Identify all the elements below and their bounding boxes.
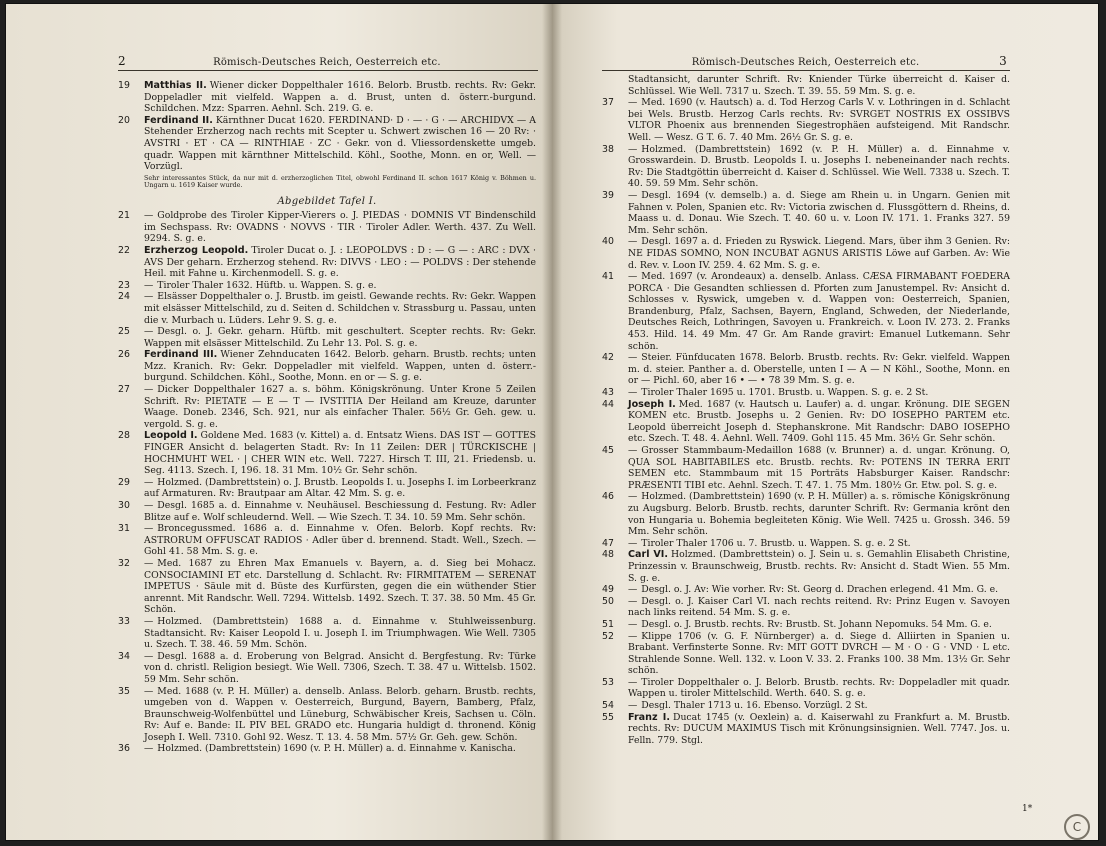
catalog-entry (602, 677, 1010, 700)
entry-body (628, 491, 1010, 537)
entry-number: 55 (602, 711, 614, 723)
entry-body (628, 352, 1010, 387)
entry-body (144, 686, 536, 744)
catalog-entry (118, 245, 536, 280)
book-gutter (542, 4, 562, 840)
left-column (118, 80, 536, 755)
catalog-entry (602, 144, 1010, 190)
entry-number: 26 (118, 349, 130, 361)
left-page-number: 2 (118, 54, 126, 68)
right-header-rule (602, 70, 1010, 71)
entry-number: 48 (602, 549, 614, 561)
entry-body (628, 712, 1010, 747)
entry-description: Ducat 1745 (v. Oexlein) a. d. Kaiserwahl zu Frankfurt a. M. Brustb. rechts. Rv: DUCUM MAXIMUS Tisch mit Krönungsinsignien. Well. 7747. Jos. u. Felln. 779. Stgl. (628, 711, 1010, 746)
entry-body (628, 619, 1010, 631)
entry-number: 45 (602, 445, 614, 456)
entry-body (628, 700, 1010, 712)
entry-description: Holzmed. (Dambrettstein) o. J. Brustb. Leopolds I. u. Josephs I. im Lorbeerkranz auf Armaturen. Rv: Brautpaar am Altar. 42 Mm. S. g. e. (144, 476, 536, 500)
entry-number: 41 (602, 271, 614, 283)
entry-number: 36 (118, 743, 130, 755)
entry-body (144, 558, 536, 616)
entry-number: 25 (118, 326, 130, 338)
catalog-entry (602, 712, 1010, 747)
entry-description: Desgl. 1697 a. d. Frieden zu Ryswick. Liegend. Mars, über ihm 3 Genien. Rv: NE FIDAS SOMNO, NON INCUBAT AGNUS ARISTIS Löwe auf Garben. Av: Wie d. Rev. v. Loon IV. 259. 4. 62 Mm. S. g. e. (628, 236, 1010, 271)
entry-description: Broncegussmed. 1686 a. d. Einnahme v. Ofen. Belorb. Kopf rechts. Rv: ASTRORUM OFFUSCAT RADIOS · Adler über d. brennend. Stadt. Well., Szech. — Gohl 41. 58 Mm. S. g. e. (144, 523, 536, 558)
ditto-dash: — (628, 584, 638, 596)
catalog-entry (602, 445, 1010, 491)
catalog-entry (602, 538, 1010, 550)
ruler-name: Franz I. (628, 711, 670, 723)
catalog-entry (118, 384, 536, 430)
entry-body (144, 280, 536, 292)
catalog-entry (602, 399, 1010, 445)
entry-number: 46 (602, 491, 614, 503)
entry-number: 54 (602, 700, 614, 712)
entry-body (144, 384, 536, 430)
catalog-entry (602, 584, 1010, 596)
entry-body (628, 538, 1010, 550)
entry-body (628, 271, 1010, 352)
entry-description: Holzmed. (Dambrettstein) 1690 (v. P. H. Müller) a. d. Einnahme v. Kanischa. (157, 743, 516, 755)
entry-number: 50 (602, 595, 614, 607)
catalog-entry (602, 236, 1010, 271)
catalog-entry (118, 349, 536, 384)
ditto-dash: — (628, 189, 638, 201)
catalog-entry (118, 280, 536, 292)
footnote: Sehr interessantes Stück, da nur mit d. erzherzoglichen Titel, obwohl Ferdinand II. schon 1617 König v. Böhmen u. Ungarn u. 1619 Kaiser wurde. (144, 173, 536, 190)
entry-body (144, 115, 536, 173)
entry-number: 52 (602, 630, 614, 642)
entry-description: Desgl. 1694 (v. demselb.) a. d. Siege am Rhein u. in Ungarn. Genien mit Fahnen v. Polen, Spanien etc. Rv: Victoria zwischen d. Flussgöttern d. Rheins, d. Maass u. d. Donau. Wie Szech. T. 40. 60 u. v. Loon IV. 171. 1. Franks 327. 59 Mm. Sehr schön. (628, 189, 1010, 236)
ditto-dash: — (144, 650, 154, 662)
ditto-dash: — (628, 700, 638, 712)
entry-description: Med. 1697 (v. Arondeaux) a. denselb. Anlass. CÆSA FIRMABANT FOEDERA PORCA · Die Gesandten schliessen d. Pforten zum Janustempel. Rv: Ansicht d. Schlosses v. Ryswick, umgeben v. d. Wappen von: Oesterreich, Spanien, Brandenburg, Pfalz, Sachsen, Bayern, England, Schweden, der Niederlande, Deutsches Reich, Lothringen, Savoyen u. Frankreich. v. Loon IV. 273. 2. Franks 453. Hild. 14. 49 Mm. 47 Gr. Am Rande gravirt: Emanuel Lutkemann. Sehr schön. (628, 271, 1010, 352)
catalog-entry (118, 80, 536, 115)
catalog-entry (118, 686, 536, 744)
ditto-dash: — (628, 676, 638, 688)
entry-body (144, 245, 536, 280)
entry-number: 27 (118, 384, 130, 396)
catalog-entry (602, 491, 1010, 537)
entry-description: Tiroler Ducat o. J. : LEOPOLDVS : D : — G — : ARC : DVX · AVS Der geharn. Erzherzog stehend. Rv: DIVVS · LEO : — POLDVS : Der stehende Heil. mit Fahne u. Kirchenmodell. S. g. e. (144, 244, 536, 280)
right-running-title: Römisch-Deutsches Reich, Oesterreich etc. (691, 57, 920, 68)
entry-number: 34 (118, 650, 130, 662)
entry-body (628, 144, 1010, 190)
entry-body (144, 743, 536, 755)
ditto-dash: — (628, 618, 638, 630)
ditto-dash: — (628, 143, 638, 155)
entry-body (144, 430, 536, 476)
ditto-dash: — (144, 384, 154, 396)
catalog-entry (602, 387, 1010, 399)
ditto-dash: — (628, 352, 638, 364)
entry-description: Med. 1687 zu Ehren Max Emanuels v. Bayern, a. d. Sieg bei Mohacz. CONSOCIAMINI ET etc. Darstellung d. Schlacht. Rv: FIRMITATEM — SERENAT IMPETUS · Säule mit d. Büste des Kurfürsten, gegen die ein wüthender Stier anrennt. Mit Randschr. Well. 7294. Wittelsb. 1492. Szech. T. 37. 38. 50 Mm. 45 Gr. Schön. (144, 557, 536, 616)
entry-description: Holzmed. (Dambrettstein) 1690 (v. P. H. Müller) a. s. römische Königskrönung zu Augsburg. Belorb. Brustb. rechts, darunter Schrift. Rv: Germania krönt den von Hungaria u. Bohemia begleiteten König. Wie Well. 7425 u. Grossh. 346. 59 Mm. Sehr schön. (628, 491, 1010, 538)
right-running-head (602, 54, 1007, 68)
ditto-dash: — (144, 743, 154, 755)
left-running-head (118, 54, 538, 68)
entry-description: Klippe 1706 (v. G. F. Nürnberger) a. d. Siege d. Alliirten in Spanien u. Brabant. Verfinsterte Sonne. Rv: MIT GOTT DVRCH — M · O · G · VND · L etc. Strahlende Sonne. Well. 132. v. Loon V. 33. 2. Franks 100. 38 Mm. 13½ Gr. Sehr schön. (628, 630, 1010, 677)
entry-body (144, 616, 536, 651)
entry-number: 20 (118, 114, 130, 126)
catalog-entry (602, 352, 1010, 387)
entry-description: Kärnthner Ducat 1620. FERDINAND· D · — · G · — ARCHIDVX — A Stehender Erzherzog nach rechts mit Scepter u. Schwert zwischen 16 — 20 Rv: · AVSTRI · ET · CA — RINTHIAE · ZC · Gekr. von d. Vliessordenskette umgeb. quadr. Wappen mit kärnthner Mittelschild. Köhl., Soothe, Monn. en or, Well. — Vorzügl. (144, 114, 536, 173)
ditto-dash: — (628, 630, 638, 642)
signature-mark: 1* (1022, 804, 1033, 814)
entry-body (628, 549, 1010, 584)
corner-stamp: C (1064, 814, 1090, 840)
catalog-entry (602, 549, 1010, 584)
entry-description: Med. 1688 (v. P. H. Müller) a. denselb. Anlass. Belorb. geharn. Brustb. rechts, umgeben von d. Wappen v. Oesterreich, Burgund, Bayern, Bamberg, Pfalz, Braunschweig-Wolfenbüttel und Lüneburg, Schwäbischer Kreis, Sachsen u. Cöln. Rv: Auf e. Bande: IL PIV BEL GRADO etc. Hungaria huldigt d. thronend. König Joseph I. Well. 7310. Gohl 92. Wesz. T. 13. 4. 58 Mm. 57½ Gr. Geh. gew. Schön. (144, 685, 536, 743)
entry-description: Holzmed. (Dambrettstein) 1688 a. d. Einnahme v. Stuhlweissenburg. Stadtansicht. Rv: Kaiser Leopold I. u. Joseph I. im Triumphwagen. Wie Well. 7305 u. Szech. T. 38. 46. 59 Mm. Schön. (144, 615, 536, 651)
entry-description: Holzmed. (Dambrettstein) 1692 (v. P. H. Müller) a. d. Einnahme v. Grosswardein. D. Brustb. Leopolds I. u. Josephs I. nebeneinander nach rechts. Rv: Die Stadtgöttin überreicht d. Kaiser d. Schlüssel. Wie Well. 7338 u. Szech. T. 40. 59. 59 Mm. Sehr schön. (628, 143, 1010, 190)
entry-number: 24 (118, 291, 130, 303)
entry-description: Goldene Med. 1683 (v. Kittel) a. d. Entsatz Wiens. DAS IST — GOTTES FINGER Ansicht d. belagerten Stadt. Rv: In 11 Zeilen: DER | TÜRCKISCHE | HOCHMUHT WEL · | CHER WIN etc. Well. 7227. Hirsch T. III, 21. Friedensb. u. Seg. 4113. Szech. I, 196. 18. 31 Mm. 10½ Gr. Sehr schön. (144, 430, 536, 477)
entry-number: 28 (118, 430, 130, 442)
entry-number: 42 (602, 352, 614, 364)
ditto-dash: — (144, 557, 154, 569)
plate-reference: Abgebildet Tafel I. (277, 195, 377, 207)
ditto-dash: — (628, 236, 638, 248)
entry-description: Tiroler Thaler 1706 u. 7. Brustb. u. Wappen. S. g. e. 2 St. (641, 537, 911, 549)
ruler-name: Ferdinand III. (144, 349, 218, 361)
ruler-name: Matthias II. (144, 80, 207, 91)
left-running-title: Römisch-Deutsches Reich, Oesterreich etc. (213, 57, 441, 68)
catalog-entry (118, 651, 536, 686)
ditto-dash: — (628, 387, 638, 399)
catalog-entry (118, 115, 536, 173)
right-column (602, 74, 1010, 746)
entry-number: 29 (118, 476, 130, 488)
entry-description: Steier. Fünfducaten 1678. Belorb. Brustb. rechts. Rv: Gekr. vielfeld. Wappen m. d. steier. Panther a. d. Oberstelle, unten I — A — N Köhl., Soothe, Monn. en or — Pichl. 60, aber 16 • — • 78 39 Mm. S. g. e. (628, 352, 1010, 387)
entry-description: Desgl. Thaler 1713 u. 16. Ebenso. Vorzügl. 2 St. (641, 700, 868, 712)
entry-number: 22 (118, 244, 130, 256)
entry-body (144, 651, 536, 686)
ditto-dash: — (628, 491, 638, 503)
entry-number: 49 (602, 584, 614, 596)
ditto-dash: — (628, 97, 638, 109)
entry-body (628, 190, 1010, 236)
left-header-rule (118, 70, 538, 71)
entry-body (144, 349, 536, 384)
entry-number: 30 (118, 500, 130, 511)
catalog-entry (118, 291, 536, 326)
catalog-entry (118, 477, 536, 500)
entry-description: Dicker Doppelthaler 1627 a. s. böhm. Königskrönung. Unter Krone 5 Zeilen Schrift. Rv: PIETATE — E — T — IVSTITIA Der Heiland am Kreuze, darunter Waage. Doneb. 2346, Sch. 921, nur als einfacher Thaler. 56½ Gr. Geh. gew. u. vergold. S. g. e. (144, 384, 536, 430)
ditto-dash: — (144, 685, 154, 697)
catalog-entry (118, 558, 536, 616)
ruler-name: Ferdinand II. (144, 114, 213, 126)
catalog-entry (602, 700, 1010, 712)
ditto-dash: — (144, 326, 154, 338)
ditto-dash: — (144, 500, 154, 511)
entry-body (144, 291, 536, 326)
entry-description: Desgl. o. J. Brustb. rechts. Rv: Brustb. St. Johann Nepomuks. 54 Mm. G. e. (641, 618, 992, 630)
entry-body (144, 210, 536, 245)
ditto-dash: — (628, 537, 638, 549)
catalog-entry (118, 500, 536, 523)
entry-number: 19 (118, 80, 130, 91)
entry-number: 33 (118, 615, 130, 627)
entry-body (628, 387, 1010, 399)
entry-number: 32 (118, 557, 130, 569)
entry-number: 47 (602, 537, 614, 549)
entry-body (144, 326, 536, 349)
catalog-entry (602, 596, 1010, 619)
entry-body (628, 596, 1010, 619)
entry-body (628, 584, 1010, 596)
entry-number: 43 (602, 387, 614, 399)
entry-body (628, 677, 1010, 700)
right-page-number: 3 (999, 54, 1007, 68)
ditto-dash: — (144, 291, 154, 303)
ditto-dash: — (144, 523, 154, 535)
entry-body (628, 399, 1010, 445)
ruler-name: Carl VI. (628, 549, 669, 561)
ruler-name: Joseph I. (628, 398, 676, 410)
entry-description: Desgl. o. J. Kaiser Carl VI. nach rechts reitend. Rv: Prinz Eugen v. Savoyen nach links reitend. 54 Mm. S. g. e. (628, 595, 1010, 619)
ditto-dash: — (144, 210, 154, 222)
entry-description: Wiener dicker Doppelthaler 1616. Belorb. Brustb. rechts. Rv: Gekr. Doppeladler mit vielfeld. Wappen a. d. Brust, unten d. österr.-burgund. Schildchen. Mzz: Sparren. Aehnl. Sch. 219. G. e. (144, 80, 536, 115)
entry-description: Goldprobe des Tiroler Kipper-Vierers o. J. PIEDAS · DOMNIS VT Bindenschild im Sechspass. Rv: OVADNS · NOVVS · TIR · Tiroler Adler. Werth. 437. Zu Well. 9294. S. g. e. (144, 210, 536, 245)
entry-number: 38 (602, 143, 614, 155)
entry-description: Tiroler Doppelthaler o. J. Belorb. Brustb. rechts. Rv: Doppeladler mit quadr. Wappen u. tiroler Mittelschild. Werth. 640. S. g. e. (628, 676, 1010, 700)
entry-number: 39 (602, 189, 614, 201)
catalog-entry (118, 523, 536, 558)
catalog-entry (602, 619, 1010, 631)
entry-number: 21 (118, 210, 130, 222)
catalog-entry (118, 616, 536, 651)
entry-body (144, 80, 536, 115)
entry-number: 53 (602, 676, 614, 688)
ruler-name: Erzherzog Leopold. (144, 244, 249, 256)
catalog-entry (602, 271, 1010, 352)
entry-description: Tiroler Thaler 1632. Hüftb. u. Wappen. S. g. e. (157, 279, 377, 291)
entry-number: 40 (602, 236, 614, 248)
entry-number: 31 (118, 523, 130, 535)
entry-description: Grosser Stammbaum-Medaillon 1688 (v. Brunner) a. d. ungar. Krönung. O, QUA SOL HABITABILES etc. Brustb. rechts. Rv: POTENS IN TERRA ERIT SEMEN etc. Stammbaum mit 15 Porträts Habsburger Kaiser. Randschr: PRÆSENTI TIBI etc. Aehnl. Szech. T. 47. 1. 75 Mm. 180½ Gr. Etw. pol. S. g. e. (628, 445, 1010, 491)
entry-description: Desgl. 1685 a. d. Einnahme v. Neuhäusel. Beschiessung d. Festung. Rv: Adler Blitze auf e. Wolf schleudernd. Well. — Wie Szech. T. 34. 10. 59 Mm. Sehr schön. (144, 500, 536, 523)
entry-description: Med. 1687 (v. Hautsch u. Laufer) a. d. ungar. Krönung. DIE SEGEN KOMEN etc. Brustb. Josephs u. 2 Genien. Rv: DO IOSEPHO PARTEM etc. Leopold überreicht Joseph d. Stephanskrone. Mit Randschr: DABO IOSEPHO etc. Szech. T. 48. 4. Aehnl. Well. 7409. Gohl 115. 45 Mm. 36½ Gr. Sehr schön. (628, 398, 1010, 445)
entry-description: Desgl. 1688 a. d. Eroberung von Belgrad. Ansicht d. Bergfestung. Rv: Türke von d. christl. Religion besiegt. Wie Well. 7306, Szech. T. 38. 47 u. Wittelsb. 1502. 59 Mm. Sehr schön. (144, 650, 536, 685)
entry-body (628, 236, 1010, 271)
catalog-entry (118, 430, 536, 476)
ditto-dash: — (628, 445, 638, 456)
ruler-name: Leopold I. (144, 430, 198, 442)
entry-number: 44 (602, 398, 614, 410)
entry-number: 37 (602, 97, 614, 109)
entry-number: 51 (602, 618, 614, 630)
entry-body (628, 97, 1010, 143)
catalog-entry (118, 210, 536, 245)
ditto-dash: — (144, 476, 154, 488)
entry-description: Holzmed. (Dambrettstein) o. J. Sein u. s. Gemahlin Elisabeth Christine, Prinzessin v. Braunschweig, Brustb. rechts. Rv: Ansicht d. Stadt Wien. 55 Mm. S. g. e. (628, 549, 1011, 584)
ditto-dash: — (144, 615, 154, 627)
catalog-entry (118, 743, 536, 755)
left-page (6, 4, 552, 840)
ditto-dash: — (628, 595, 638, 607)
entry-body (144, 477, 536, 500)
catalog-entry (602, 190, 1010, 236)
entry-description: Desgl. o. J. Av: Wie vorher. Rv: St. Georg d. Drachen erlegend. 41 Mm. G. e. (641, 584, 999, 596)
entry-number: 35 (118, 685, 130, 697)
catalog-entry (118, 326, 536, 349)
continuation-text: Stadtansicht, darunter Schrift. Rv: Kniender Türke überreicht d. Kaiser d. Schlüssel. Wie Well. 7317 u. Szech. T. 39. 55. 59 Mm. S. g. e. (628, 74, 1010, 97)
entry-description: Med. 1690 (v. Hautsch) a. d. Tod Herzog Carls V. v. Lothringen in d. Schlacht bei Wels. Brustb. Herzog Carls rechts. Rv: SVRGET NOSTRIS EX OSSIBVS VLTOR Phoenix aus brennenden Siegestrophäen aufsteigend. Mit Randschr. Well. — Wesz. G T. 6. 7. 40 Mm. 26½ Gr. S. g. e. (628, 97, 1010, 143)
ditto-dash: — (628, 271, 638, 283)
catalog-entry (602, 631, 1010, 677)
entry-number: 23 (118, 279, 130, 291)
entry-description: Elsässer Doppelthaler o. J. Brustb. im geistl. Gewande rechts. Rv: Gekr. Wappen mit elsässer Mittelschild, zu d. Seiten d. Schildchen v. Strassburg u. Passau, unten die v. Murbach u. Lüders. Lehr 9. S. g. e. (144, 291, 536, 326)
catalog-entry (602, 97, 1010, 143)
entry-description: Tiroler Thaler 1695 u. 1701. Brustb. u. Wappen. S. g. e. 2 St. (641, 387, 929, 399)
right-page (552, 4, 1098, 840)
entry-body (628, 631, 1010, 677)
entry-description: Desgl. o. J. Gekr. geharn. Hüftb. mit geschultert. Scepter rechts. Rv: Gekr. Wappen mit elsässer Mittelschild. Zu Lehr 13. Pol. S. g. e. (144, 326, 536, 349)
entry-body (144, 500, 536, 523)
entry-body (144, 523, 536, 558)
book-spread (6, 4, 1098, 840)
entry-body (628, 445, 1010, 491)
entry-description: Wiener Zehnducaten 1642. Belorb. geharn. Brustb. rechts; unten Mzz. Kranich. Rv: Gekr. Doppeladler mit vielfeld. Wappen, unten d. österr.-burgund. Schildchen. Köhl., Soothe, Monn. en or — S. g. e. (144, 349, 536, 384)
ditto-dash: — (144, 279, 154, 291)
